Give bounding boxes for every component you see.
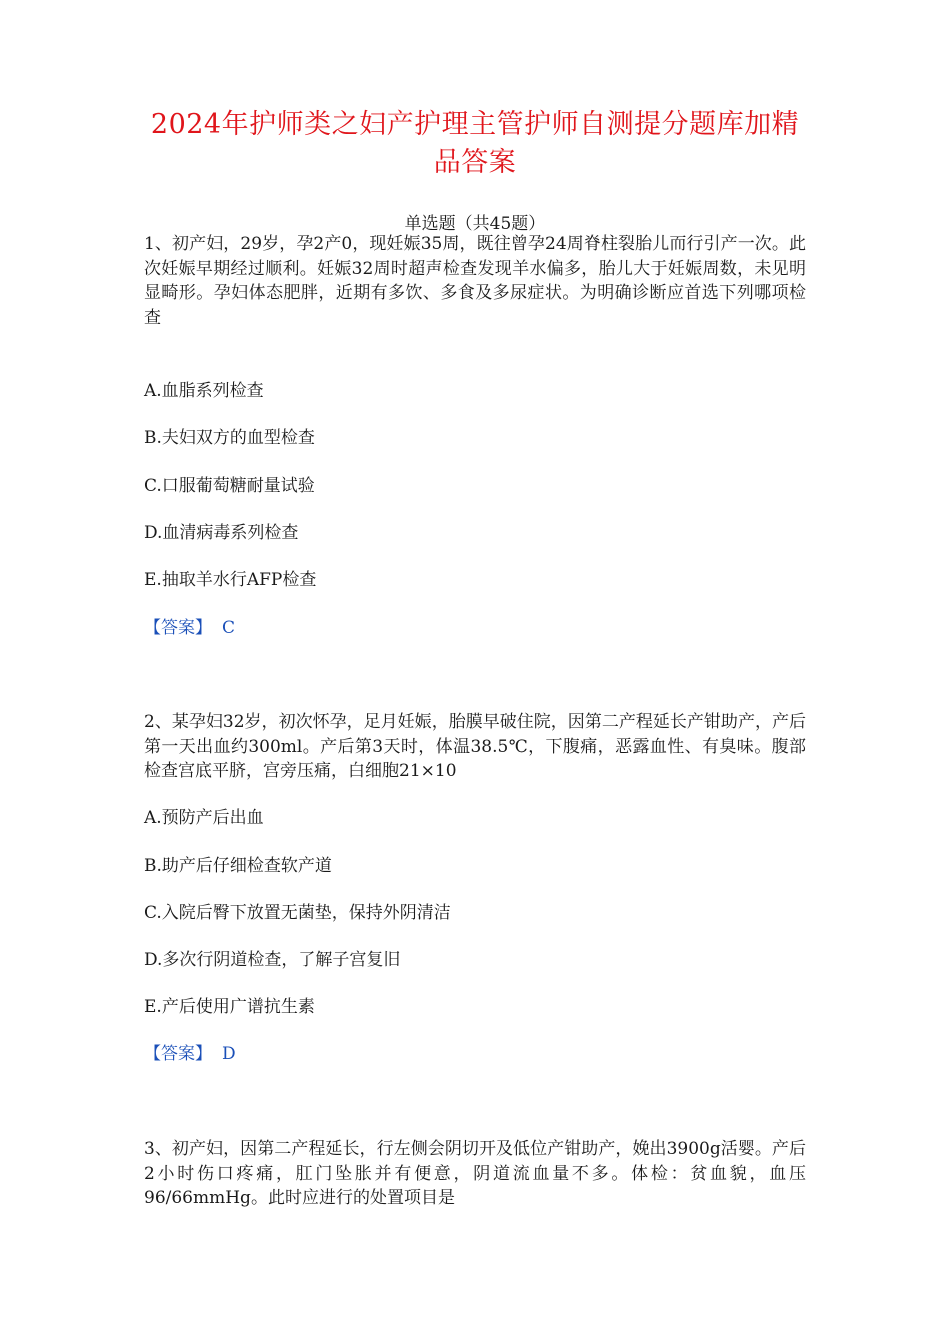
answer-value: D — [222, 1044, 236, 1064]
option-b: B.夫妇双方的血型检查 — [144, 428, 315, 448]
option-e: E.产后使用广谱抗生素 — [144, 997, 315, 1017]
option-c: C.入院后臀下放置无菌垫，保持外阴清洁 — [144, 903, 451, 923]
answer-label: 【答案】 — [144, 1044, 212, 1064]
section-heading: 单选题（共45题） — [404, 214, 546, 234]
option-a: A.预防产后出血 — [144, 808, 264, 828]
answer-line — [144, 616, 235, 640]
question-stem: 2、某孕妇32岁，初次怀孕，足月妊娠，胎膜早破住院，因第二产程延长产钳助产，产后第一天出血约300ml。产后第3天时，体温38.5℃，下腹痛，恶露血性、有臭味。腹部检查宫底平脐，宫旁压痛，白细胞21×10 — [144, 712, 806, 781]
answer-value: C — [222, 618, 236, 638]
option-b: B.助产后仔细检查软产道 — [144, 856, 332, 876]
answer-line — [144, 1042, 236, 1066]
option-c: C.口服葡萄糖耐量试验 — [144, 476, 315, 496]
option-a: A.血脂系列检查 — [144, 381, 264, 401]
question-stem: 1、初产妇，29岁，孕2产0，现妊娠35周，既往曾孕24周脊柱裂胎儿而行引产一次。此次妊娠早期经过顺利。妊娠32周时超声检查发现羊水偏多，胎儿大于妊娠周数，未见明显畸形。孕妇体态肥胖，近期有多饮、多食及多尿症状。为明确诊断应首选下列哪项检查 — [144, 234, 806, 328]
document-title: 2024年护师类之妇产护理主管护师自测提分题库加精品答案 — [150, 109, 800, 178]
option-d: D.多次行阴道检查，了解子宫复旧 — [144, 950, 401, 970]
option-e: E.抽取羊水行AFP检查 — [144, 570, 317, 590]
option-d: D.血清病毒系列检查 — [144, 523, 299, 543]
question-stem: 3、初产妇，因第二产程延长，行左侧会阴切开及低位产钳助产，娩出3900g活婴。产后2小时伤口疼痛，肛门坠胀并有便意，阴道流血量不多。体检：贫血貌，血压96/66mmHg。此时应进行的处置项目是 — [144, 1139, 806, 1208]
answer-label: 【答案】 — [144, 618, 212, 638]
